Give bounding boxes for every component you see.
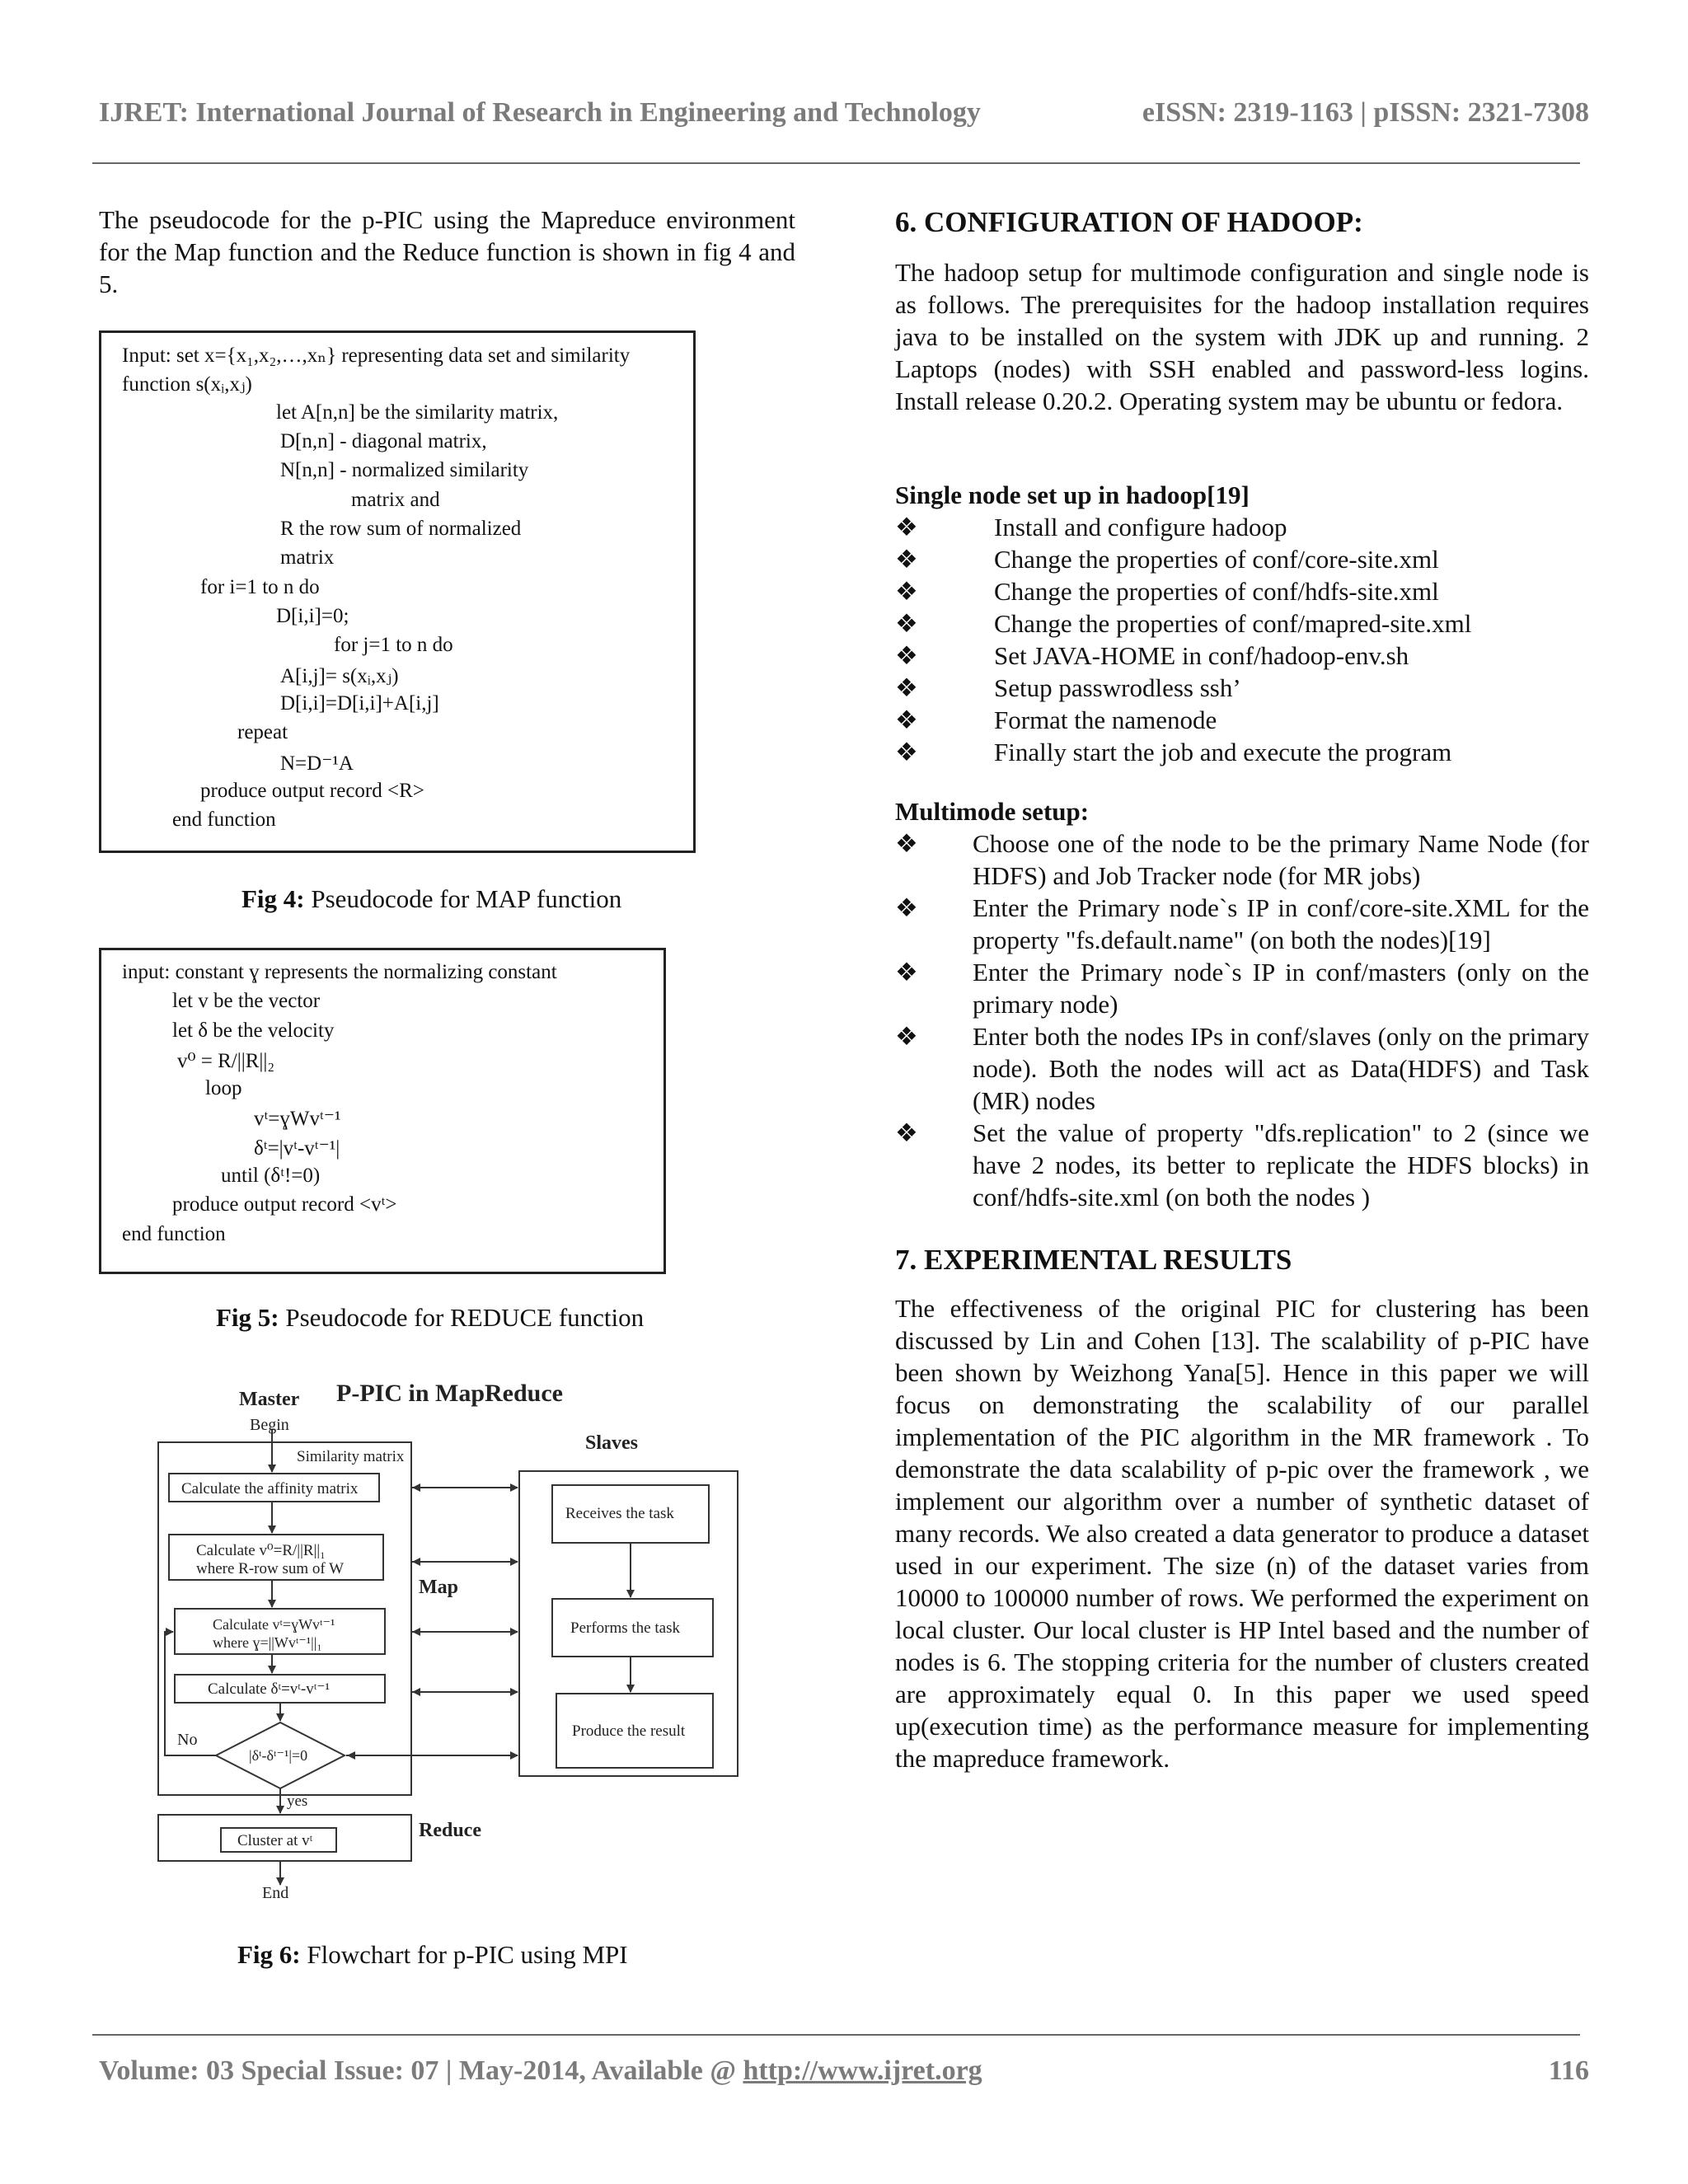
page-number: 116	[1548, 2055, 1589, 2086]
bullet-icon: ❖	[895, 893, 918, 922]
bullet-icon: ❖	[895, 1022, 918, 1051]
yes-label: yes	[287, 1793, 308, 1810]
bullet-icon: ❖	[895, 577, 918, 606]
list-item: ❖ Enter the Primary node`s IP in conf/core-site.XML for the property "fs.default.name" (on both the nodes)[19]	[895, 893, 1589, 954]
bullet-icon: ❖	[895, 545, 918, 574]
fig6-caption	[237, 1940, 628, 1970]
map-label: Map	[419, 1577, 458, 1598]
code-line: produce output record <vᵗ>	[172, 1193, 397, 1216]
bullet-icon: ❖	[895, 609, 918, 638]
reduce-label: Reduce	[419, 1820, 481, 1841]
slave-produce-text: Produce the result	[572, 1722, 686, 1740]
end-label: End	[262, 1884, 289, 1900]
code-line: let A[n,n] be the similarity matrix,	[276, 401, 559, 424]
code-line: Input: set x={x₁,x₂,…,xₙ} representing data set and similarity	[122, 344, 631, 367]
v0-text-2: where R-row sum of W	[196, 1560, 345, 1577]
list-item: ❖ Change the properties of conf/core-site.xml	[895, 545, 1439, 574]
list-item: ❖ Choose one of the node to be the primary Name Node (for HDFS) and Job Tracker node (for MR jobs)	[895, 829, 1589, 890]
code-line: end function	[172, 808, 276, 831]
bullet-icon: ❖	[895, 1118, 918, 1147]
begin-label: Begin	[250, 1416, 289, 1434]
list-item: ❖ Setup passwrodless ssh’	[895, 673, 1241, 702]
flowchart-title: P-PIC in MapReduce	[336, 1380, 563, 1407]
cluster-text: Cluster at vᵗ	[237, 1832, 313, 1849]
issn: eISSN: 2319-1163 | pISSN: 2321-7308	[1142, 97, 1589, 128]
code-line: produce output record <R>	[200, 780, 424, 802]
no-label: No	[177, 1731, 198, 1749]
multimode-list	[895, 827, 1589, 1213]
journal-link[interactable]: http://www.ijret.org	[743, 2055, 982, 2086]
single-node-heading: Single node set up in hadoop[19]	[895, 480, 1250, 509]
code-line: input: constant ɣ represents the normalizing constant	[122, 961, 557, 983]
code-line: repeat	[237, 721, 288, 743]
slave-perform-text: Performs the task	[570, 1619, 680, 1637]
list-item: ❖ Enter the Primary node`s IP in conf/masters (only on the primary node)	[895, 958, 1589, 1019]
bullet-icon: ❖	[895, 829, 918, 858]
list-item: ❖ Change the properties of conf/mapred-site.xml	[895, 609, 1472, 638]
section7-paragraph: The effectiveness of the original PIC for clustering has been discussed by Lin and Cohen [13]. The scalability of p-PIC have been shown by Weizhong Yana[5]. Hence in this paper we will focus on demonstrating the scalability of our parallel implementation of the PIC algorithm in the MR framework . To demonstrate the data scalability of p-pic over the framework , we implement our algorithm over a number of synthetic dataset of many records. We also created a data generator to produce a dataset used in our experiment. The size (n) of the dataset varies from 10000 to 100000 number of rows. We performed the experiment on local cluster. Our local cluster is HP Intel based and the number of nodes is 6. The stopping criteria for the number of clusters created are approximately equal 0. In this paper we used speed up(execution time) as the performance measure for implementing the mapreduce framework.	[895, 1294, 1589, 1773]
code-line: D[n,n] - diagonal matrix,	[280, 430, 487, 452]
section6-heading: 6. CONFIGURATION OF HADOOP:	[895, 206, 1363, 238]
code-line: D[i,i]=0;	[276, 605, 349, 627]
fig5-pseudocode-box	[99, 948, 666, 1274]
vt-text: Calculate vᵗ=ɣWvᵗ⁻¹	[213, 1616, 335, 1633]
similarity-label: Similarity matrix	[297, 1448, 405, 1465]
v0-text: Calculate v⁰=R/||R||₁	[196, 1542, 326, 1559]
code-line: v⁰ = R/||R||₂	[177, 1050, 275, 1072]
multimode-heading: Multimode setup:	[895, 797, 1090, 826]
fig4-pseudocode-box	[99, 330, 696, 853]
master-label: Master	[239, 1389, 300, 1410]
bullet-icon: ❖	[895, 513, 918, 541]
code-line: function s(xᵢ,xⱼ)	[122, 373, 252, 396]
fig4-caption	[241, 884, 621, 914]
bullet-icon: ❖	[895, 958, 918, 987]
list-item: ❖ Format the namenode	[895, 705, 1217, 734]
code-line: vᵗ=ɣWvᵗ⁻¹	[254, 1108, 341, 1130]
journal-title: IJRET: International Journal of Research in Engineering and Technology	[99, 97, 981, 128]
header-rule	[92, 162, 1580, 164]
code-line: end function	[122, 1223, 226, 1245]
fig6-caption-label: Fig 6:	[237, 1940, 301, 1969]
code-line: D[i,i]=D[i,i]+A[i,j]	[280, 692, 439, 715]
list-item: ❖ Install and configure hadoop	[895, 513, 1287, 541]
list-item: ❖ Set the value of property "dfs.replication" to 2 (since we have 2 nodes, its better to replicate the HDFS blocks) in conf/hdfs-site.xml (on both the nodes )	[895, 1118, 1589, 1212]
slaves-label: Slaves	[585, 1432, 639, 1454]
fig4-caption-label: Fig 4:	[241, 884, 305, 913]
affinity-text: Calculate the affinity matrix	[181, 1480, 359, 1497]
delta-text: Calculate δᵗ=vᵗ-vᵗ⁻¹	[208, 1680, 331, 1698]
fig6-flowchart	[148, 1364, 750, 1900]
code-line: N=D⁻¹A	[280, 752, 354, 775]
section7-heading: 7. EXPERIMENTAL RESULTS	[895, 1244, 1292, 1276]
footer-volume	[99, 2055, 982, 2087]
code-line: R the row sum of normalized	[280, 518, 522, 540]
fig6-caption-text: Flowchart for p-PIC using MPI	[300, 1940, 628, 1969]
code-line: loop	[205, 1077, 242, 1099]
footer-text: Volume: 03 Special Issue: 07 | May-2014, Available @	[99, 2055, 743, 2086]
code-line: let δ be the velocity	[172, 1019, 335, 1042]
bullet-icon: ❖	[895, 641, 918, 670]
list-item: ❖ Enter both the nodes IPs in conf/slaves (only on the primary node). Both the nodes will act as Data(HDFS) and Task (MR) nodes	[895, 1022, 1589, 1115]
bullet-icon: ❖	[895, 738, 918, 766]
code-line: for j=1 to n do	[334, 634, 453, 656]
code-line: for i=1 to n do	[200, 576, 320, 598]
single-node-list	[895, 511, 1589, 768]
footer-rule	[92, 2034, 1580, 2036]
code-line: matrix	[280, 546, 335, 569]
vt-text-2: where ɣ=||Wvᵗ⁻¹||₁	[213, 1634, 322, 1651]
slave-receive-text: Receives the task	[565, 1505, 674, 1522]
fig4-caption-text: Pseudocode for MAP function	[304, 884, 622, 913]
code-line: N[n,n] - normalized similarity	[280, 459, 529, 481]
fig5-caption-label: Fig 5:	[216, 1303, 279, 1332]
bullet-icon: ❖	[895, 705, 918, 734]
code-line: matrix and	[351, 489, 440, 511]
section6-paragraph: The hadoop setup for multimode configuration and single node is as follows. The prerequisites for the hadoop installation requires java to be installed on the system with JDK up and running. 2 Laptops (nodes) with SSH enabled and password-less logins. Install release 0.20.2. Operating system may be ubuntu or fedora.	[895, 258, 1589, 415]
code-line: let v be the vector	[172, 990, 321, 1012]
fig5-caption-text: Pseudocode for REDUCE function	[279, 1303, 645, 1332]
code-line: until (δᵗ!=0)	[221, 1165, 321, 1187]
decision-text: |δᵗ-δᵗ⁻¹|=0	[249, 1747, 308, 1764]
fig5-caption	[216, 1303, 644, 1333]
bullet-icon: ❖	[895, 673, 918, 702]
code-line: A[i,j]= s(xᵢ,xⱼ)	[280, 665, 399, 687]
intro-paragraph: The pseudocode for the p-PIC using the Mapreduce environment for the Map function and the Reduce function is shown in fig 4 and 5.	[99, 205, 795, 298]
list-item: ❖ Change the properties of conf/hdfs-site.xml	[895, 577, 1439, 606]
code-line: δᵗ=|vᵗ-vᵗ⁻¹|	[254, 1137, 340, 1160]
list-item: ❖ Finally start the job and execute the program	[895, 738, 1452, 766]
list-item: ❖ Set JAVA-HOME in conf/hadoop-env.sh	[895, 641, 1409, 670]
